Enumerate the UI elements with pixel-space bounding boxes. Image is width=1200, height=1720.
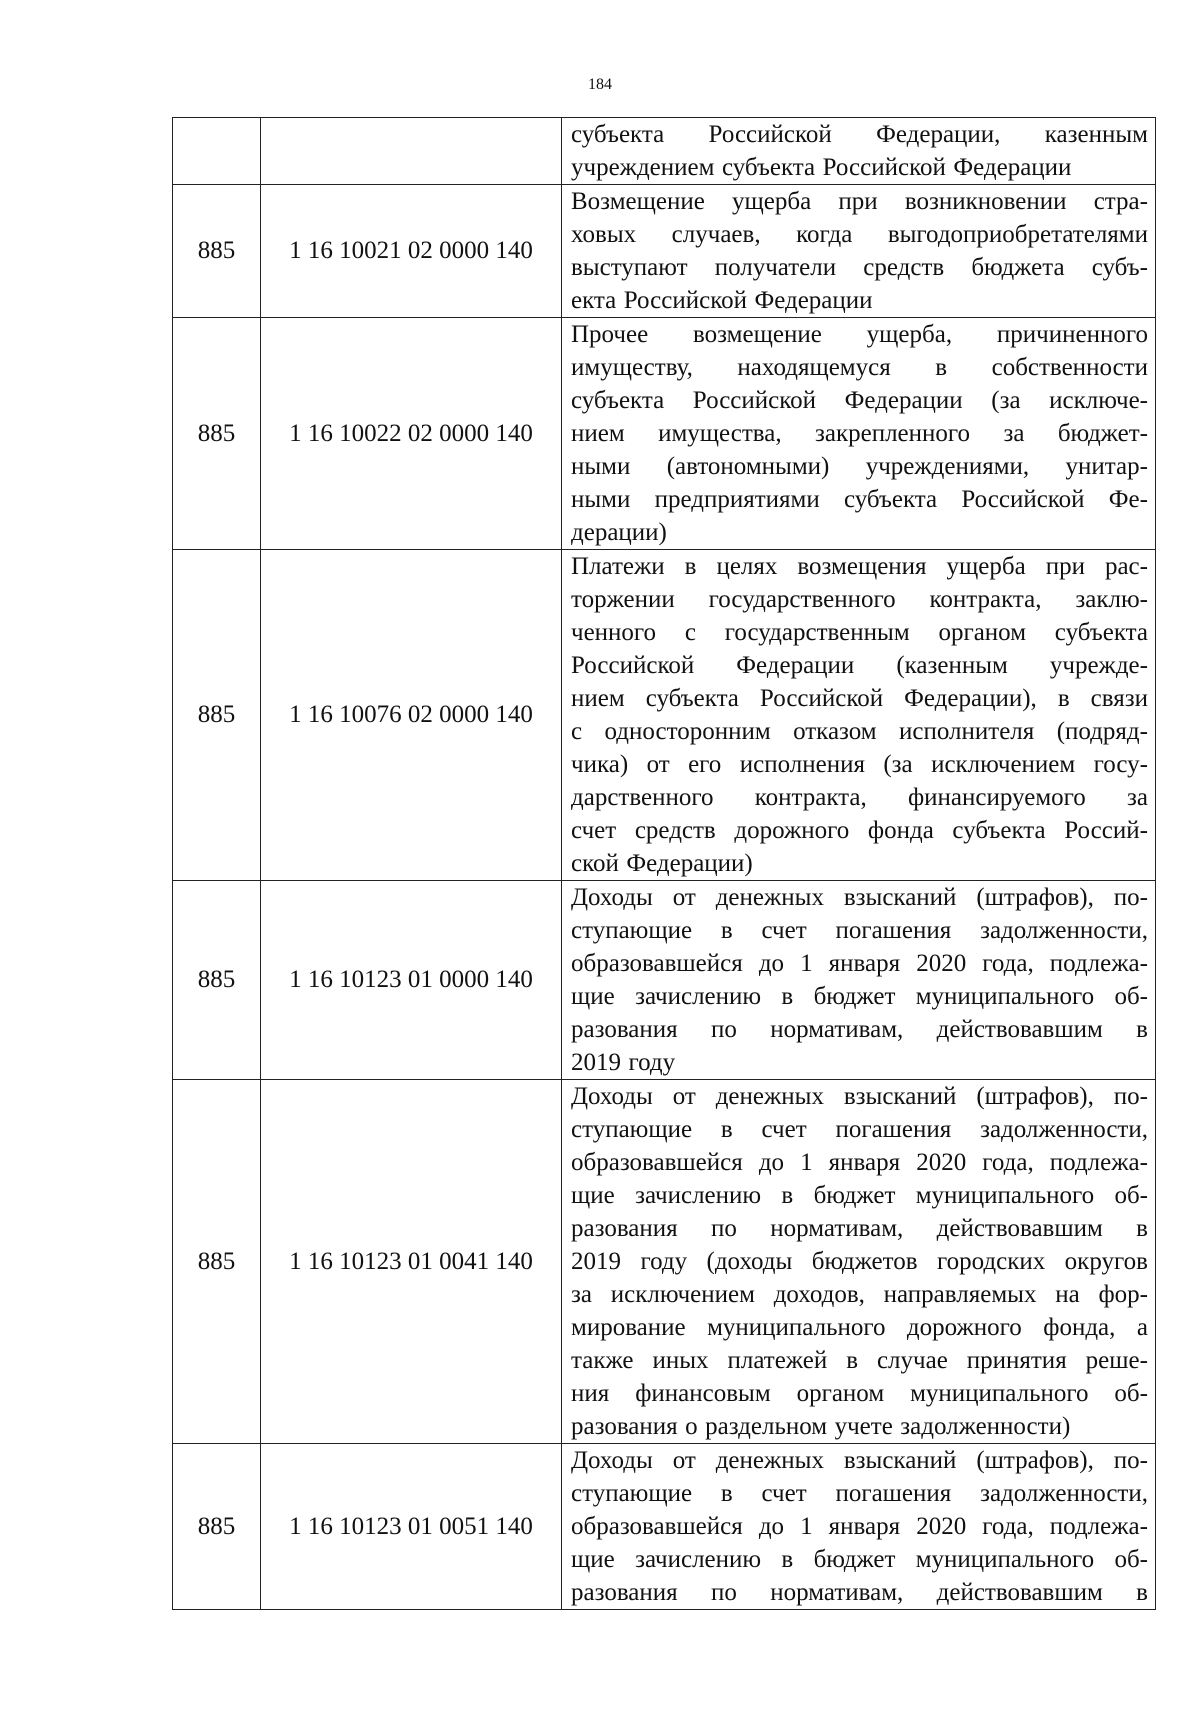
- description-line: также иных платежей в случае принятия реше-: [571, 1347, 1148, 1374]
- table-row: [173, 318, 1156, 550]
- admin-code-cell: 885: [173, 881, 261, 1080]
- description-line: чика) от его исполнения (за исключением госу-: [571, 751, 1148, 778]
- table-row: [173, 550, 1156, 881]
- description-line: ступающие в счет погашения задолженности,: [571, 917, 1148, 944]
- description-line: дерации): [571, 519, 667, 546]
- description-line: субъекта Российской Федерации (за исключе-: [571, 387, 1148, 414]
- budget-code-cell: 1 16 10076 02 0000 140: [261, 550, 562, 881]
- table-row: [173, 118, 1156, 185]
- description-line: щие зачислению в бюджет муниципального об-: [571, 1182, 1148, 1209]
- description-line: выступают получатели средств бюджета субъ-: [571, 254, 1148, 281]
- description-line: образовавшейся до 1 января 2020 года, подлежа-: [571, 1513, 1148, 1540]
- description-line: с односторонним отказом исполнителя (подряд-: [571, 718, 1148, 745]
- description-line: образовавшейся до 1 января 2020 года, подлежа-: [571, 1149, 1148, 1176]
- description-line: за исключением доходов, направляемых на фор-: [571, 1281, 1148, 1308]
- description-line: 2019 году (доходы бюджетов городских округов: [571, 1248, 1148, 1275]
- budget-code-cell: 1 16 10123 01 0051 140: [261, 1444, 562, 1610]
- description-line: ховых случаев, когда выгодоприобретателями: [571, 221, 1148, 248]
- description-line: разования о раздельном учете задолженности): [571, 1413, 1071, 1440]
- budget-code-cell: 1 16 10123 01 0041 140: [261, 1080, 562, 1444]
- description-cell: [562, 881, 1156, 1080]
- budget-code-cell: [261, 118, 562, 185]
- table-row: [173, 1444, 1156, 1610]
- description-line: субъекта Российской Федерации, казенным: [571, 121, 1148, 148]
- table-row: [173, 881, 1156, 1080]
- description-line: ской Федерации): [571, 850, 753, 877]
- budget-code-cell: 1 16 10021 02 0000 140: [261, 185, 562, 318]
- description-cell: [562, 1080, 1156, 1444]
- table-body: [173, 118, 1156, 1610]
- description-line: мирование муниципального дорожного фонда, а: [571, 1314, 1148, 1341]
- table-row: [173, 1080, 1156, 1444]
- description-line: разования по нормативам, действовавшим в: [571, 1016, 1148, 1043]
- description-line: имуществу, находящемуся в собственности: [571, 354, 1148, 381]
- description-line: ными (автономными) учреждениями, унитар-: [571, 453, 1148, 480]
- description-line: ными предприятиями субъекта Российской Фе-: [571, 486, 1148, 513]
- description-line: нием субъекта Российской Федерации), в связи: [571, 685, 1148, 712]
- description-cell: [562, 185, 1156, 318]
- description-line: щие зачислению в бюджет муниципального об-: [571, 983, 1148, 1010]
- description-line: дарственного контракта, финансируемого за: [571, 784, 1148, 811]
- budget-code-cell: 1 16 10022 02 0000 140: [261, 318, 562, 550]
- description-cell: [562, 118, 1156, 185]
- description-line: ступающие в счет погашения задолженности,: [571, 1480, 1148, 1507]
- admin-code-cell: 885: [173, 1080, 261, 1444]
- description-line: щие зачислению в бюджет муниципального об-: [571, 1546, 1148, 1573]
- description-line: ния финансовым органом муниципального об-: [571, 1380, 1148, 1407]
- description-line: ступающие в счет погашения задолженности,: [571, 1116, 1148, 1143]
- description-line: Платежи в целях возмещения ущерба при рас-: [571, 553, 1148, 580]
- description-cell: [562, 550, 1156, 881]
- description-line: счет средств дорожного фонда субъекта Россий-: [571, 817, 1148, 844]
- description-line: Доходы от денежных взысканий (штрафов), по-: [571, 884, 1148, 911]
- table-row: [173, 185, 1156, 318]
- description-line: разования по нормативам, действовавшим в: [571, 1215, 1148, 1242]
- description-line: нием имущества, закрепленного за бюджет-: [571, 420, 1148, 447]
- description-line: ченного с государственным органом субъекта: [571, 619, 1148, 646]
- description-line: разования по нормативам, действовавшим в: [571, 1579, 1148, 1606]
- admin-code-cell: [173, 118, 261, 185]
- description-line: Возмещение ущерба при возникновении стра-: [571, 188, 1148, 215]
- description-cell: [562, 1444, 1156, 1610]
- admin-code-cell: 885: [173, 550, 261, 881]
- page-number: 184: [588, 76, 612, 93]
- description-line: екта Российской Федерации: [571, 287, 873, 314]
- admin-code-cell: 885: [173, 185, 261, 318]
- description-line: Прочее возмещение ущерба, причиненного: [571, 321, 1148, 348]
- budget-code-cell: 1 16 10123 01 0000 140: [261, 881, 562, 1080]
- description-line: Доходы от денежных взысканий (штрафов), по-: [571, 1447, 1148, 1474]
- description-cell: [562, 318, 1156, 550]
- description-line: Доходы от денежных взысканий (штрафов), по-: [571, 1083, 1148, 1110]
- admin-code-cell: 885: [173, 1444, 261, 1610]
- description-line: 2019 году: [571, 1049, 676, 1076]
- description-line: учреждением субъекта Российской Федерации: [571, 154, 1072, 181]
- description-line: Российской Федерации (казенным учрежде-: [571, 652, 1148, 679]
- description-line: образовавшейся до 1 января 2020 года, подлежа-: [571, 950, 1148, 977]
- admin-code-cell: 885: [173, 318, 261, 550]
- revenue-codes-table: [172, 117, 1156, 1610]
- description-line: торжении государственного контракта, заклю-: [571, 586, 1148, 613]
